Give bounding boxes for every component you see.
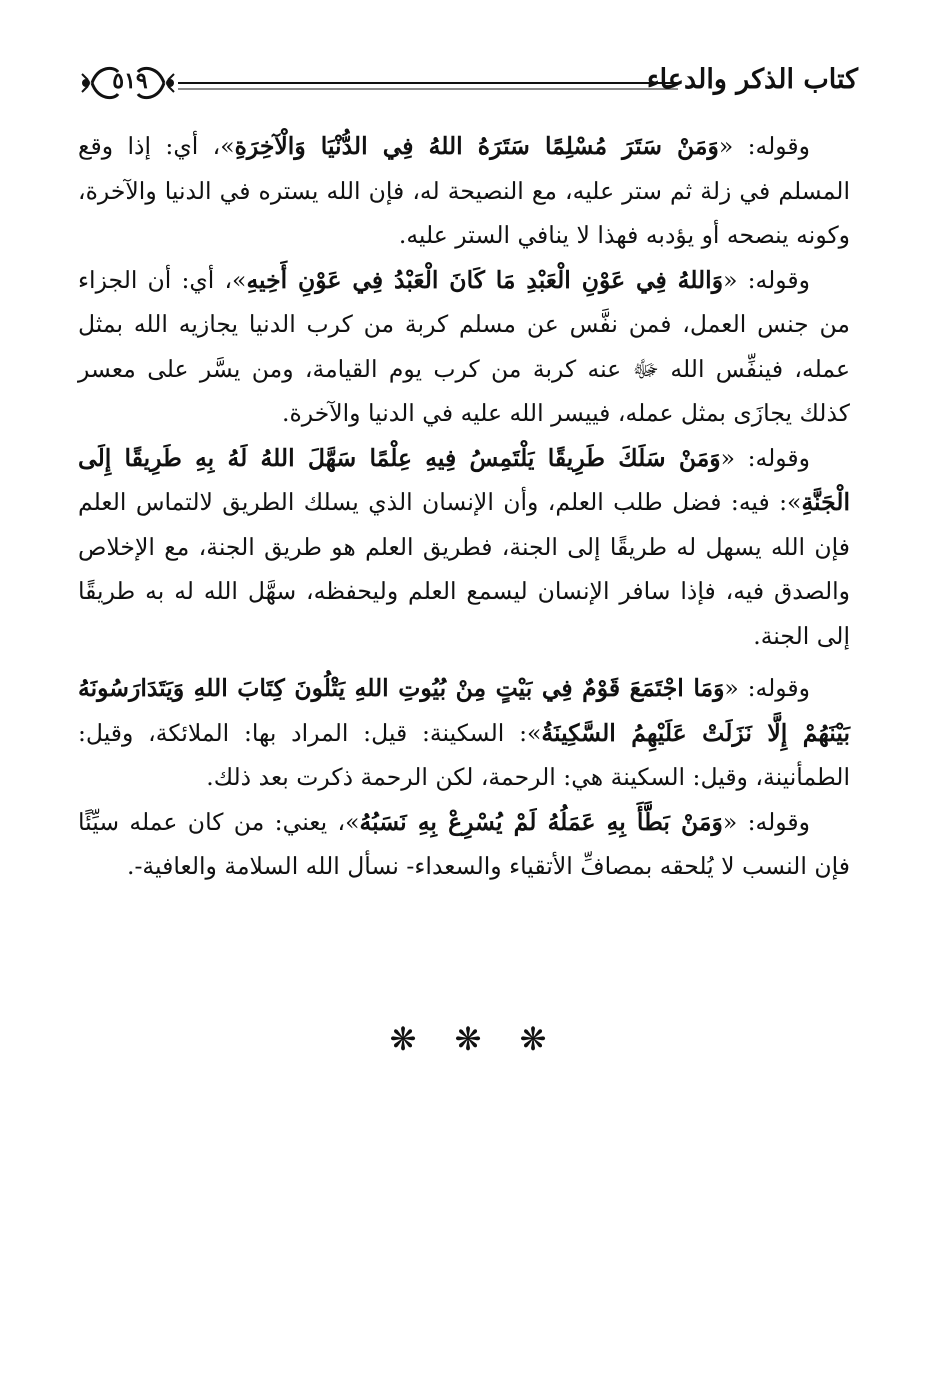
paragraph-commentary: »، أي: إذا وقع المسلم في زلة ثم ستر عليه، مع النصيحة له، فإن الله يستره في الدنيا والآخرة، وكونه ينصحه أو يؤدبه فهذا لا ينافي الستر عليه. <box>78 132 850 249</box>
paragraph-commentary: »: السكينة: قيل: المراد بها: الملائكة، وقيل: الطمأنينة، وقيل: السكينة هي: الرحمة، لكن الرحمة ذكرت بعد ذلك. <box>78 718 850 791</box>
section-separator: ❋ ❋ ❋ <box>389 1020 561 1058</box>
paragraph <box>78 258 850 436</box>
hadith-quote: وَمَنْ سَلَكَ طَرِيقًا يَلْتَمِسُ فِيهِ عِلْمًا سَهَّلَ اللهُ لَهُ بِهِ طَرِيقًا إِلَى الْجَنَّةِ <box>78 443 850 516</box>
book-title: كتاب الذكر والدعاء <box>646 64 858 95</box>
hadith-quote: وَمَا اجْتَمَعَ قَوْمٌ فِي بَيْتٍ مِنْ بُيُوتِ اللهِ يَتْلُونَ كِتَابَ اللهِ وَيَتَدَارَسُونَهُ بَيْنَهُمْ إِلَّا نَزَلَتْ عَلَيْهِمُ السَّكِينَةُ <box>78 674 851 747</box>
hadith-quote: وَمَنْ بَطَّأَ بِهِ عَمَلُهُ لَمْ يُسْرِعْ بِهِ نَسَبُهُ <box>359 807 723 836</box>
hadith-quote: وَمَنْ سَتَرَ مُسْلِمًا سَتَرَهُ اللهُ فِي الدُّنْيَا وَالْآخِرَةِ <box>234 132 719 160</box>
paragraph-lead: وقوله: « <box>722 807 811 836</box>
body-text <box>78 124 850 889</box>
page-header <box>78 60 858 110</box>
paragraph-lead: وقوله: « <box>724 674 810 702</box>
paragraph-commentary: »، يعني: من كان عمله سيِّئًا فإن النسب لا يُلحقه بمصافِّ الأتقياء والسعداء- نسأل الله السلامة والعافية-. <box>78 807 850 880</box>
page-number-ornament <box>78 60 178 106</box>
paragraph-commentary: »، أي: أن الجزاء من جنس العمل، فمن نفَّس عن مسلم كربة من كرب الدنيا يجازيه الله بمثل عمله، فينفِّس الله ﷻ عنه كربة من كرب يوم القيامة، ومن يسَّر على معسر كذلك يجازَى بمثل عمله، فييسر الله عليه في الدنيا والآخرة. <box>78 265 850 427</box>
page-number: ٥١٩ <box>112 68 148 94</box>
paragraph <box>78 436 850 659</box>
paragraph <box>78 124 850 258</box>
paragraph <box>78 800 850 889</box>
paragraph <box>78 666 850 800</box>
paragraph-lead: وقوله: « <box>718 132 810 160</box>
paragraph-lead: وقوله: « <box>723 265 811 294</box>
paragraph-lead: وقوله: « <box>720 443 810 472</box>
hadith-quote: وَاللهُ فِي عَوْنِ الْعَبْدِ مَا كَانَ الْعَبْدُ فِي عَوْنِ أَخِيهِ <box>246 265 724 294</box>
paragraph-commentary: »: فيه: فضل طلب العلم، وأن الإنسان الذي يسلك الطريق لالتماس العلم فإن الله يسهل له طريقًا إلى الجنة، فطريق العلم هو طريق الجنة، مع الإخلاص والصدق فيه، فإذا سافر الإنسان ليسمع العلم وليحفظه، سهَّل الله له به طريقًا إلى الجنة. <box>78 488 850 650</box>
header-rule <box>178 80 678 92</box>
